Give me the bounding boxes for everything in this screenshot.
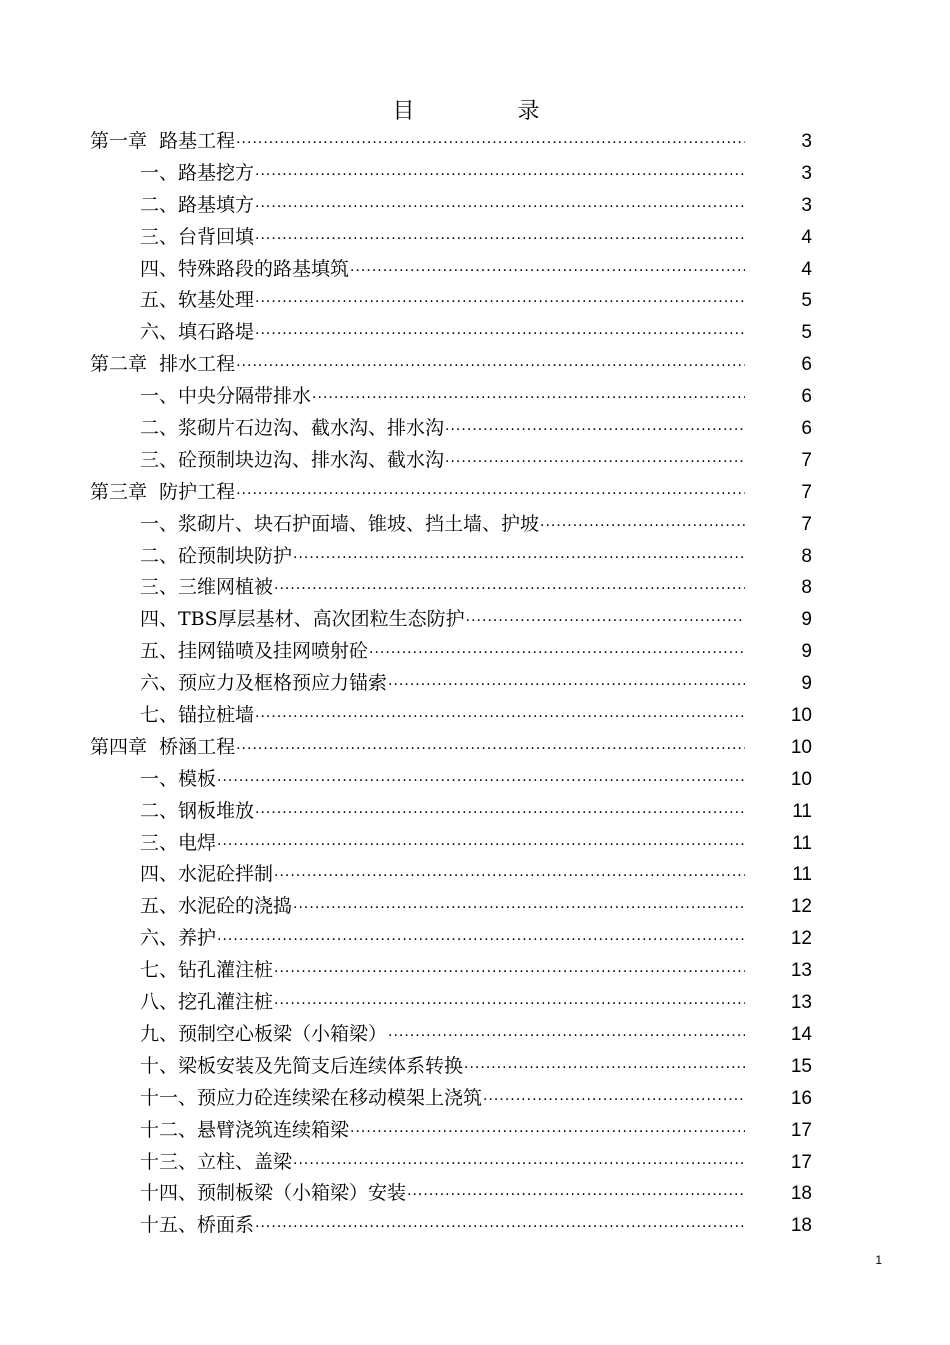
toc-dot-leader: [445, 447, 745, 479]
toc-entry-page: 5: [801, 322, 812, 344]
toc-entry-line: [140, 254, 745, 288]
toc-entry-line: [140, 1019, 745, 1053]
toc-section-entry[interactable]: [0, 413, 950, 445]
toc-section-entry[interactable]: [0, 190, 950, 222]
toc-entry-line: [90, 732, 745, 766]
toc-entry-line: [140, 636, 745, 670]
toc-entry-page: 18: [790, 1215, 812, 1237]
toc-section-entry[interactable]: [0, 828, 950, 860]
toc-entry-line: [140, 668, 745, 702]
toc-section-entry[interactable]: [0, 668, 950, 700]
toc-dot-leader: [312, 383, 745, 415]
toc-section-entry[interactable]: [0, 541, 950, 573]
toc-entry-label: 第一章 路基工程: [90, 130, 236, 152]
toc-entry-line: [140, 604, 745, 638]
toc-entry-page: 14: [790, 1023, 812, 1045]
toc-dot-leader: [236, 734, 745, 766]
toc-entry-label: 八、挖孔灌注桩: [140, 991, 274, 1014]
toc-entry-line: [90, 477, 745, 511]
toc-section-entry[interactable]: [0, 1051, 950, 1083]
toc-entry-label: 四、特殊路段的路基填筑: [140, 257, 350, 280]
toc-entry-line: [140, 541, 745, 575]
toc-dot-leader: [483, 1085, 745, 1117]
toc-entry-label: 十、梁板安装及先简支后连续体系转换: [140, 1054, 464, 1077]
toc-entry-page: 4: [801, 258, 812, 280]
toc-entry-label: 七、钻孔灌注桩: [140, 959, 274, 982]
toc-entry-page: 3: [801, 131, 812, 152]
toc-dot-leader: [255, 798, 745, 830]
toc-dot-leader: [369, 638, 745, 670]
toc-entry-label: 五、水泥砼的浇捣: [140, 895, 293, 918]
toc-section-entry[interactable]: [0, 222, 950, 254]
toc-list: [0, 126, 950, 1242]
toc-section-entry[interactable]: [0, 1083, 950, 1115]
toc-entry-label: 二、浆砌片石边沟、截水沟、排水沟: [140, 417, 445, 440]
toc-dot-leader: [388, 670, 745, 702]
toc-entry-label: 六、填石路堤: [140, 321, 255, 344]
toc-section-entry[interactable]: [0, 317, 950, 349]
toc-entry-line: [140, 1210, 745, 1244]
toc-dot-leader: [236, 351, 745, 383]
toc-entry-label: 二、砼预制块防护: [140, 544, 293, 567]
toc-dot-leader: [274, 861, 745, 893]
toc-entry-label: 三、电焊: [140, 831, 217, 854]
toc-entry-page: 16: [790, 1087, 812, 1109]
toc-entry-label: 第二章 排水工程: [90, 353, 236, 376]
toc-entry-line: [140, 1115, 745, 1149]
toc-entry-label: 四、TBS厚层基材、高次团粒生态防护: [140, 608, 465, 631]
toc-section-entry[interactable]: [0, 604, 950, 636]
toc-dot-leader: [540, 511, 745, 543]
toc-section-entry[interactable]: [0, 764, 950, 796]
toc-section-entry[interactable]: [0, 572, 950, 604]
toc-entry-line: [140, 509, 745, 543]
toc-entry-line: [140, 859, 745, 893]
toc-dot-leader: [255, 287, 745, 319]
toc-entry-page: 8: [801, 545, 812, 567]
toc-entry-line: [140, 764, 745, 798]
toc-entry-page: 15: [790, 1055, 812, 1077]
toc-entry-line: [140, 828, 745, 862]
toc-entry-label: 六、预应力及框格预应力锚索: [140, 672, 388, 695]
toc-dot-leader: [236, 128, 745, 160]
toc-entry-line: [140, 381, 745, 415]
toc-dot-leader: [255, 702, 745, 734]
toc-entry-line: [140, 190, 745, 224]
toc-entry-page: 13: [790, 992, 812, 1014]
toc-entry-line: [140, 987, 745, 1021]
toc-dot-leader: [255, 319, 745, 351]
toc-entry-line: [140, 285, 745, 319]
toc-entry-label: 一、浆砌片、块石护面墙、锥坡、挡土墙、护坡: [140, 512, 540, 535]
toc-entry-label: 十一、预应力砼连续梁在移动模架上浇筑: [140, 1086, 483, 1109]
toc-entry-line: [140, 891, 745, 925]
toc-section-entry[interactable]: [0, 923, 950, 955]
toc-dot-leader: [255, 1212, 745, 1244]
toc-entry-line: [140, 1147, 745, 1181]
toc-section-entry[interactable]: [0, 796, 950, 828]
toc-entry-page: 11: [792, 800, 812, 822]
toc-entry-page: 6: [801, 386, 812, 408]
toc-entry-page: 6: [801, 418, 812, 440]
toc-section-entry[interactable]: [0, 859, 950, 891]
toc-section-entry[interactable]: [0, 254, 950, 286]
toc-dot-leader: [236, 479, 745, 511]
toc-entry-label: 五、软基处理: [140, 289, 255, 312]
toc-section-entry[interactable]: [0, 700, 950, 732]
toc-dot-leader: [464, 1053, 745, 1085]
toc-entry-line: [90, 349, 745, 383]
toc-entry-label: 五、挂网锚喷及挂网喷射砼: [140, 640, 369, 663]
toc-entry-page: 9: [801, 609, 812, 631]
toc-entry-label: 十四、预制板梁（小箱梁）安装: [140, 1182, 407, 1205]
toc-entry-page: 3: [801, 162, 812, 184]
toc-dot-leader: [217, 830, 745, 862]
toc-dot-leader: [255, 160, 745, 192]
toc-section-entry[interactable]: [0, 1115, 950, 1147]
toc-entry-page: 7: [801, 449, 812, 471]
toc-dot-leader: [350, 1117, 745, 1149]
toc-section-entry[interactable]: [0, 636, 950, 668]
toc-chapter-entry[interactable]: [0, 126, 950, 158]
toc-entry-page: 10: [790, 768, 812, 790]
toc-entry-label: 十五、桥面系: [140, 1214, 255, 1237]
toc-section-entry[interactable]: [0, 285, 950, 317]
toc-dot-leader: [350, 256, 745, 288]
toc-entry-line: [90, 126, 745, 160]
toc-entry-label: 三、砼预制块边沟、排水沟、截水沟: [140, 448, 445, 471]
toc-entry-label: 一、模板: [140, 767, 217, 790]
toc-section-entry[interactable]: [0, 1210, 950, 1242]
toc-entry-line: [140, 1051, 745, 1085]
toc-entry-page: 9: [801, 641, 812, 663]
toc-dot-leader: [293, 543, 745, 575]
toc-entry-page: 10: [790, 736, 812, 758]
toc-entry-page: 3: [801, 194, 812, 216]
toc-dot-leader: [255, 192, 745, 224]
toc-entry-line: [140, 445, 745, 479]
toc-section-entry[interactable]: [0, 1147, 950, 1179]
toc-entry-page: 7: [801, 481, 812, 503]
toc-entry-line: [140, 1083, 745, 1117]
toc-section-entry[interactable]: [0, 509, 950, 541]
toc-entry-label: 七、锚拉桩墙: [140, 704, 255, 727]
toc-section-entry[interactable]: [0, 445, 950, 477]
toc-entry-page: 8: [801, 577, 812, 599]
toc-entry-page: 13: [790, 960, 812, 982]
toc-entry-label: 二、路基填方: [140, 193, 255, 216]
toc-section-entry[interactable]: [0, 955, 950, 987]
toc-entry-page: 11: [792, 832, 812, 854]
toc-entry-label: 九、预制空心板梁（小箱梁）: [140, 1022, 388, 1045]
toc-entry-label: 第四章 桥涵工程: [90, 735, 236, 758]
toc-entry-page: 12: [790, 896, 812, 918]
toc-dot-leader: [217, 766, 745, 798]
toc-entry-label: 一、中央分隔带排水: [140, 385, 312, 408]
toc-section-entry[interactable]: [0, 987, 950, 1019]
toc-dot-leader: [293, 893, 745, 925]
toc-entry-page: 11: [792, 864, 812, 886]
toc-entry-page: 12: [790, 928, 812, 950]
toc-dot-leader: [274, 989, 745, 1021]
toc-chapter-entry[interactable]: [0, 732, 950, 764]
toc-entry-label: 十二、悬臂浇筑连续箱梁: [140, 1118, 350, 1141]
toc-entry-label: 四、水泥砼拌制: [140, 863, 274, 886]
toc-entry-page: 4: [801, 226, 812, 248]
toc-dot-leader: [274, 574, 745, 606]
toc-entry-line: [140, 1178, 745, 1212]
toc-entry-line: [140, 222, 745, 256]
toc-section-entry[interactable]: [0, 1178, 950, 1210]
toc-dot-leader: [388, 1021, 745, 1053]
toc-dot-leader: [274, 957, 745, 989]
toc-section-entry[interactable]: [0, 381, 950, 413]
toc-dot-leader: [217, 925, 745, 957]
toc-chapter-entry[interactable]: [0, 349, 950, 381]
toc-entry-line: [140, 923, 745, 957]
toc-entry-label: 十三、立柱、盖梁: [140, 1150, 293, 1173]
toc-entry-label: 六、养护: [140, 927, 217, 950]
toc-entry-label: 第三章 防护工程: [90, 480, 236, 503]
toc-entry-line: [140, 158, 745, 192]
toc-dot-leader: [407, 1180, 745, 1212]
toc-entry-line: [140, 413, 745, 447]
toc-entry-label: 二、钢板堆放: [140, 799, 255, 822]
toc-entry-page: 7: [801, 513, 812, 535]
toc-dot-leader: [293, 1149, 745, 1181]
toc-entry-page: 18: [790, 1183, 812, 1205]
toc-title: 目 录: [392, 99, 588, 124]
toc-entry-line: [140, 572, 745, 606]
toc-dot-leader: [466, 606, 745, 638]
toc-entry-line: [140, 796, 745, 830]
toc-entry-page: 10: [790, 705, 812, 727]
toc-entry-page: 17: [790, 1151, 812, 1173]
toc-section-entry[interactable]: [0, 158, 950, 190]
toc-entry-label: 一、路基挖方: [140, 161, 255, 184]
toc-entry-page: 17: [790, 1119, 812, 1141]
toc-entry-page: 5: [801, 290, 812, 312]
toc-dot-leader: [255, 224, 745, 256]
toc-dot-leader: [445, 415, 745, 447]
toc-entry-page: 9: [801, 673, 812, 695]
toc-entry-label: 三、三维网植被: [140, 576, 274, 599]
toc-entry-line: [140, 317, 745, 351]
toc-entry-label: 三、台背回填: [140, 225, 255, 248]
toc-entry-page: 6: [801, 354, 812, 376]
page-number: 1: [875, 1253, 882, 1267]
toc-section-entry[interactable]: [0, 1019, 950, 1051]
toc-section-entry[interactable]: [0, 891, 950, 923]
toc-entry-line: [140, 955, 745, 989]
toc-chapter-entry[interactable]: [0, 477, 950, 509]
toc-entry-line: [140, 700, 745, 734]
